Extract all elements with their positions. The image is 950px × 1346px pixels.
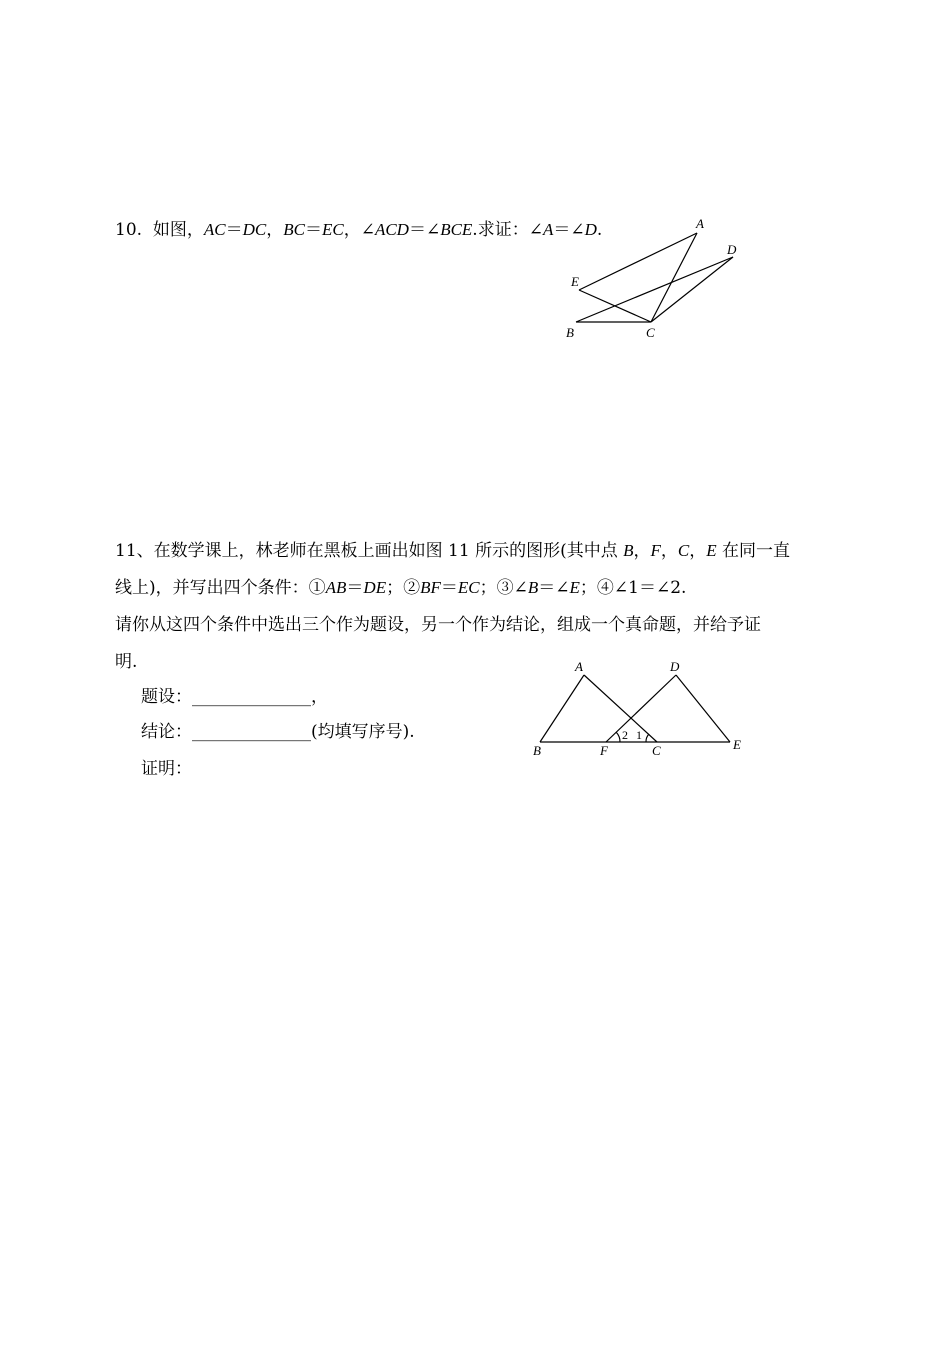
q10-eq1: ＝	[225, 220, 243, 240]
q11-line1	[115, 540, 790, 562]
q11-line1-b: 在同一直	[716, 541, 791, 561]
q11-angle-arc-1	[646, 734, 649, 742]
q11-label-b: B	[533, 743, 541, 758]
q10-ac: AC	[203, 220, 226, 239]
q10-dc: DC	[242, 220, 267, 239]
q10-comma2: ，	[343, 220, 361, 240]
q11-sep1: ，	[633, 541, 651, 561]
q10-seg-ea	[579, 233, 697, 290]
q10-text	[115, 219, 602, 241]
q10-label-d: D	[727, 242, 737, 257]
q11-eq-angle: ＝∠	[538, 578, 570, 598]
q10-label-a: A	[696, 216, 704, 231]
q11-sep2: ，	[660, 541, 678, 561]
q11-circle4: ④∠1＝∠2.	[596, 578, 687, 598]
q10-label-e: E	[571, 274, 579, 289]
q11-ec: EC	[457, 578, 480, 597]
q10-angle1: ∠	[360, 220, 375, 240]
q11-semi1: ；	[386, 578, 404, 598]
q11-point-e: E	[706, 541, 717, 560]
q11-line4: 明.	[115, 652, 138, 672]
q10-eq4: ＝	[553, 220, 571, 240]
q10-intro: 如图，	[152, 220, 204, 240]
q11-de: DE	[363, 578, 387, 597]
q10-seg-dc	[651, 257, 733, 322]
q11-ang-b: B	[527, 578, 539, 597]
q10-eq2: ＝	[304, 220, 322, 240]
q11-hypothesis: 题设：______________，	[141, 687, 328, 707]
q11-label-e: E	[733, 737, 741, 752]
q11-seg-ba	[540, 675, 584, 742]
q11-bf: BF	[420, 578, 441, 597]
q11-label-1: 1	[636, 728, 642, 742]
q10-period: .	[596, 220, 603, 240]
q10-angle2: ∠	[425, 220, 441, 240]
q11-line2	[115, 577, 686, 599]
q11-point-b: B	[623, 541, 634, 560]
q11-line1-a: 11、在数学课上，林老师在黑板上画出如图 11 所示的图形(其中点	[115, 541, 624, 561]
q11-label-2: 2	[622, 728, 628, 742]
q11-line2-a: 线上)，并写出四个条件：①	[115, 578, 326, 598]
q10-seg-ec	[579, 290, 651, 322]
q11-label-f: F	[600, 743, 608, 758]
q10-label-c: C	[646, 325, 655, 340]
q11-label-a: A	[575, 659, 583, 674]
q11-eq2: ＝	[440, 578, 458, 598]
q10-seg-ac	[651, 233, 697, 322]
q11-label-d: D	[670, 659, 680, 674]
q10-comma1: ，	[266, 220, 284, 240]
q11-angle-arc-2	[616, 732, 620, 742]
q10-bc: BC	[283, 220, 305, 239]
q10-d: D	[584, 220, 597, 239]
q11-sep3: ，	[689, 541, 707, 561]
q11-point-f: F	[650, 541, 661, 560]
q11-proof: 证明：	[141, 759, 192, 779]
q10-prove: .求证：	[472, 220, 529, 240]
q11-conclusion: 结论：______________(均填写序号).	[141, 722, 415, 742]
q11-seg-fd	[606, 675, 676, 742]
q10-angle4: ∠	[570, 220, 585, 240]
q11-semi3: ；	[579, 578, 597, 598]
q11-eq1: ＝	[346, 578, 364, 598]
q10-seg-bd	[576, 257, 733, 322]
q10-bce: BCE	[440, 220, 473, 239]
q10-ec: EC	[321, 220, 344, 239]
q11-semi2: ；	[479, 578, 497, 598]
q11-circle2: ②	[403, 578, 421, 598]
q10-number: 10.	[115, 220, 143, 240]
q11-label-c: C	[652, 743, 661, 758]
q11-circle3: ③∠	[496, 578, 528, 598]
q11-seg-ac	[584, 675, 657, 742]
q11-seg-de	[676, 675, 730, 742]
q10-a: A	[542, 220, 554, 239]
q10-acd: ACD	[374, 220, 409, 239]
q11-ab: AB	[325, 578, 347, 597]
q11-line3: 请你从这四个条件中选出三个作为题设，另一个作为结论，组成一个真命题，并给予证	[115, 615, 761, 635]
q11-point-c: C	[677, 541, 690, 560]
q10-label-b: B	[566, 325, 574, 340]
q10-eq3: ＝	[408, 220, 426, 240]
q10-angle3: ∠	[528, 220, 543, 240]
q11-ang-e: E	[569, 578, 580, 597]
